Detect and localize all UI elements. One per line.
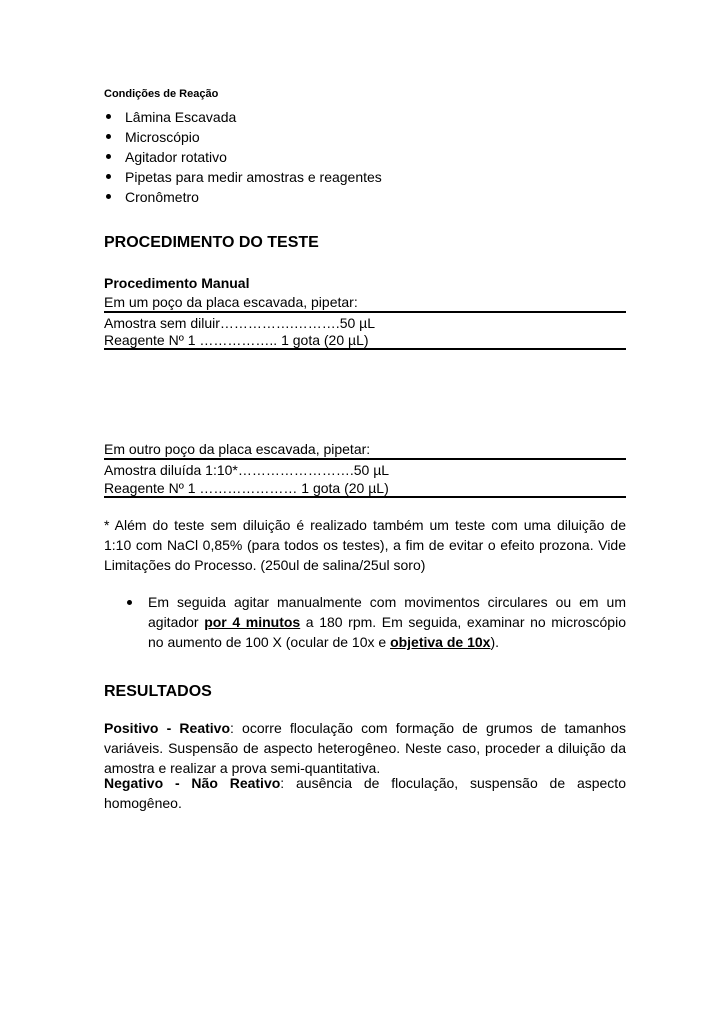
step-emphasis-duration: por 4 minutos xyxy=(204,614,301,630)
list-item-label: Lâmina Escavada xyxy=(125,109,237,125)
list-item-label: Cronômetro xyxy=(125,189,199,205)
list-item xyxy=(104,127,382,147)
reaction-conditions-list xyxy=(104,107,382,207)
results-heading: RESULTADOS xyxy=(104,683,212,700)
bullet-icon xyxy=(106,154,111,159)
step-text: a 180 rpm. Em seguida, examinar no microscópio no aumento de 100 X (ocular de 10x e xyxy=(148,614,626,650)
bullet-icon xyxy=(106,194,111,199)
procedure-heading: PROCEDIMENTO DO TESTE xyxy=(104,234,319,251)
well1-intro: Em um poço da placa escavada, pipetar: xyxy=(104,294,358,310)
bullet-icon xyxy=(106,134,111,139)
bullet-icon xyxy=(106,174,111,179)
negative-description: : ausência de floculação, suspensão de aspecto homogêneo. xyxy=(104,775,626,811)
list-item xyxy=(104,147,382,167)
positive-result xyxy=(104,718,626,778)
list-item-label: Agitador rotativo xyxy=(125,149,227,165)
list-item xyxy=(104,167,382,187)
list-item xyxy=(104,107,382,127)
negative-label: Negativo - Não Reativo xyxy=(104,775,281,791)
well2-line2: Reagente Nº 1 ………………… 1 gota (20 µL) xyxy=(104,480,389,496)
step-text: ). xyxy=(490,634,500,650)
dilution-note: * Além do teste sem diluição é realizado também um teste com uma diluição de 1:10 com NaCl 0,85% (para todos os testes), a fim de evitar o efeito prozona. Vide Limitações do Processo. (250ul de salina/25ul soro) xyxy=(104,517,626,573)
manual-procedure-title: Procedimento Manual xyxy=(104,275,250,291)
step-text: Em seguida agitar manualmente com movimentos circulares ou em um agitador xyxy=(148,594,626,630)
well2-line1: Amostra diluída 1:10*…………………….50 µL xyxy=(104,462,390,478)
divider xyxy=(104,348,626,350)
divider xyxy=(104,311,626,313)
step-emphasis-objective: objetiva de 10x xyxy=(390,634,491,650)
well1-line1: Amostra sem diluir…………….……….50 µL xyxy=(104,315,376,331)
list-item xyxy=(104,187,382,207)
list-item-label: Microscópio xyxy=(125,129,200,145)
bullet-icon xyxy=(127,600,132,605)
list-item-label: Pipetas para medir amostras e reagentes xyxy=(125,169,382,185)
reaction-conditions-title: Condições de Reação xyxy=(104,88,219,100)
divider xyxy=(104,496,626,498)
bullet-icon xyxy=(106,114,111,119)
divider xyxy=(104,458,626,460)
negative-result xyxy=(104,773,626,813)
well2-intro: Em outro poço da placa escavada, pipetar: xyxy=(104,441,371,457)
positive-label: Positivo - Reativo xyxy=(104,720,231,736)
positive-description: : ocorre floculação com formação de grumos de tamanhos variáveis. Suspensão de aspecto heterogêneo. Neste caso, proceder a diluição da amostra e realizar a prova semi-quantitativa. xyxy=(104,720,626,776)
agitation-step xyxy=(148,592,626,652)
well1-line2: Reagente Nº 1 …………….. 1 gota (20 µL) xyxy=(104,332,369,348)
